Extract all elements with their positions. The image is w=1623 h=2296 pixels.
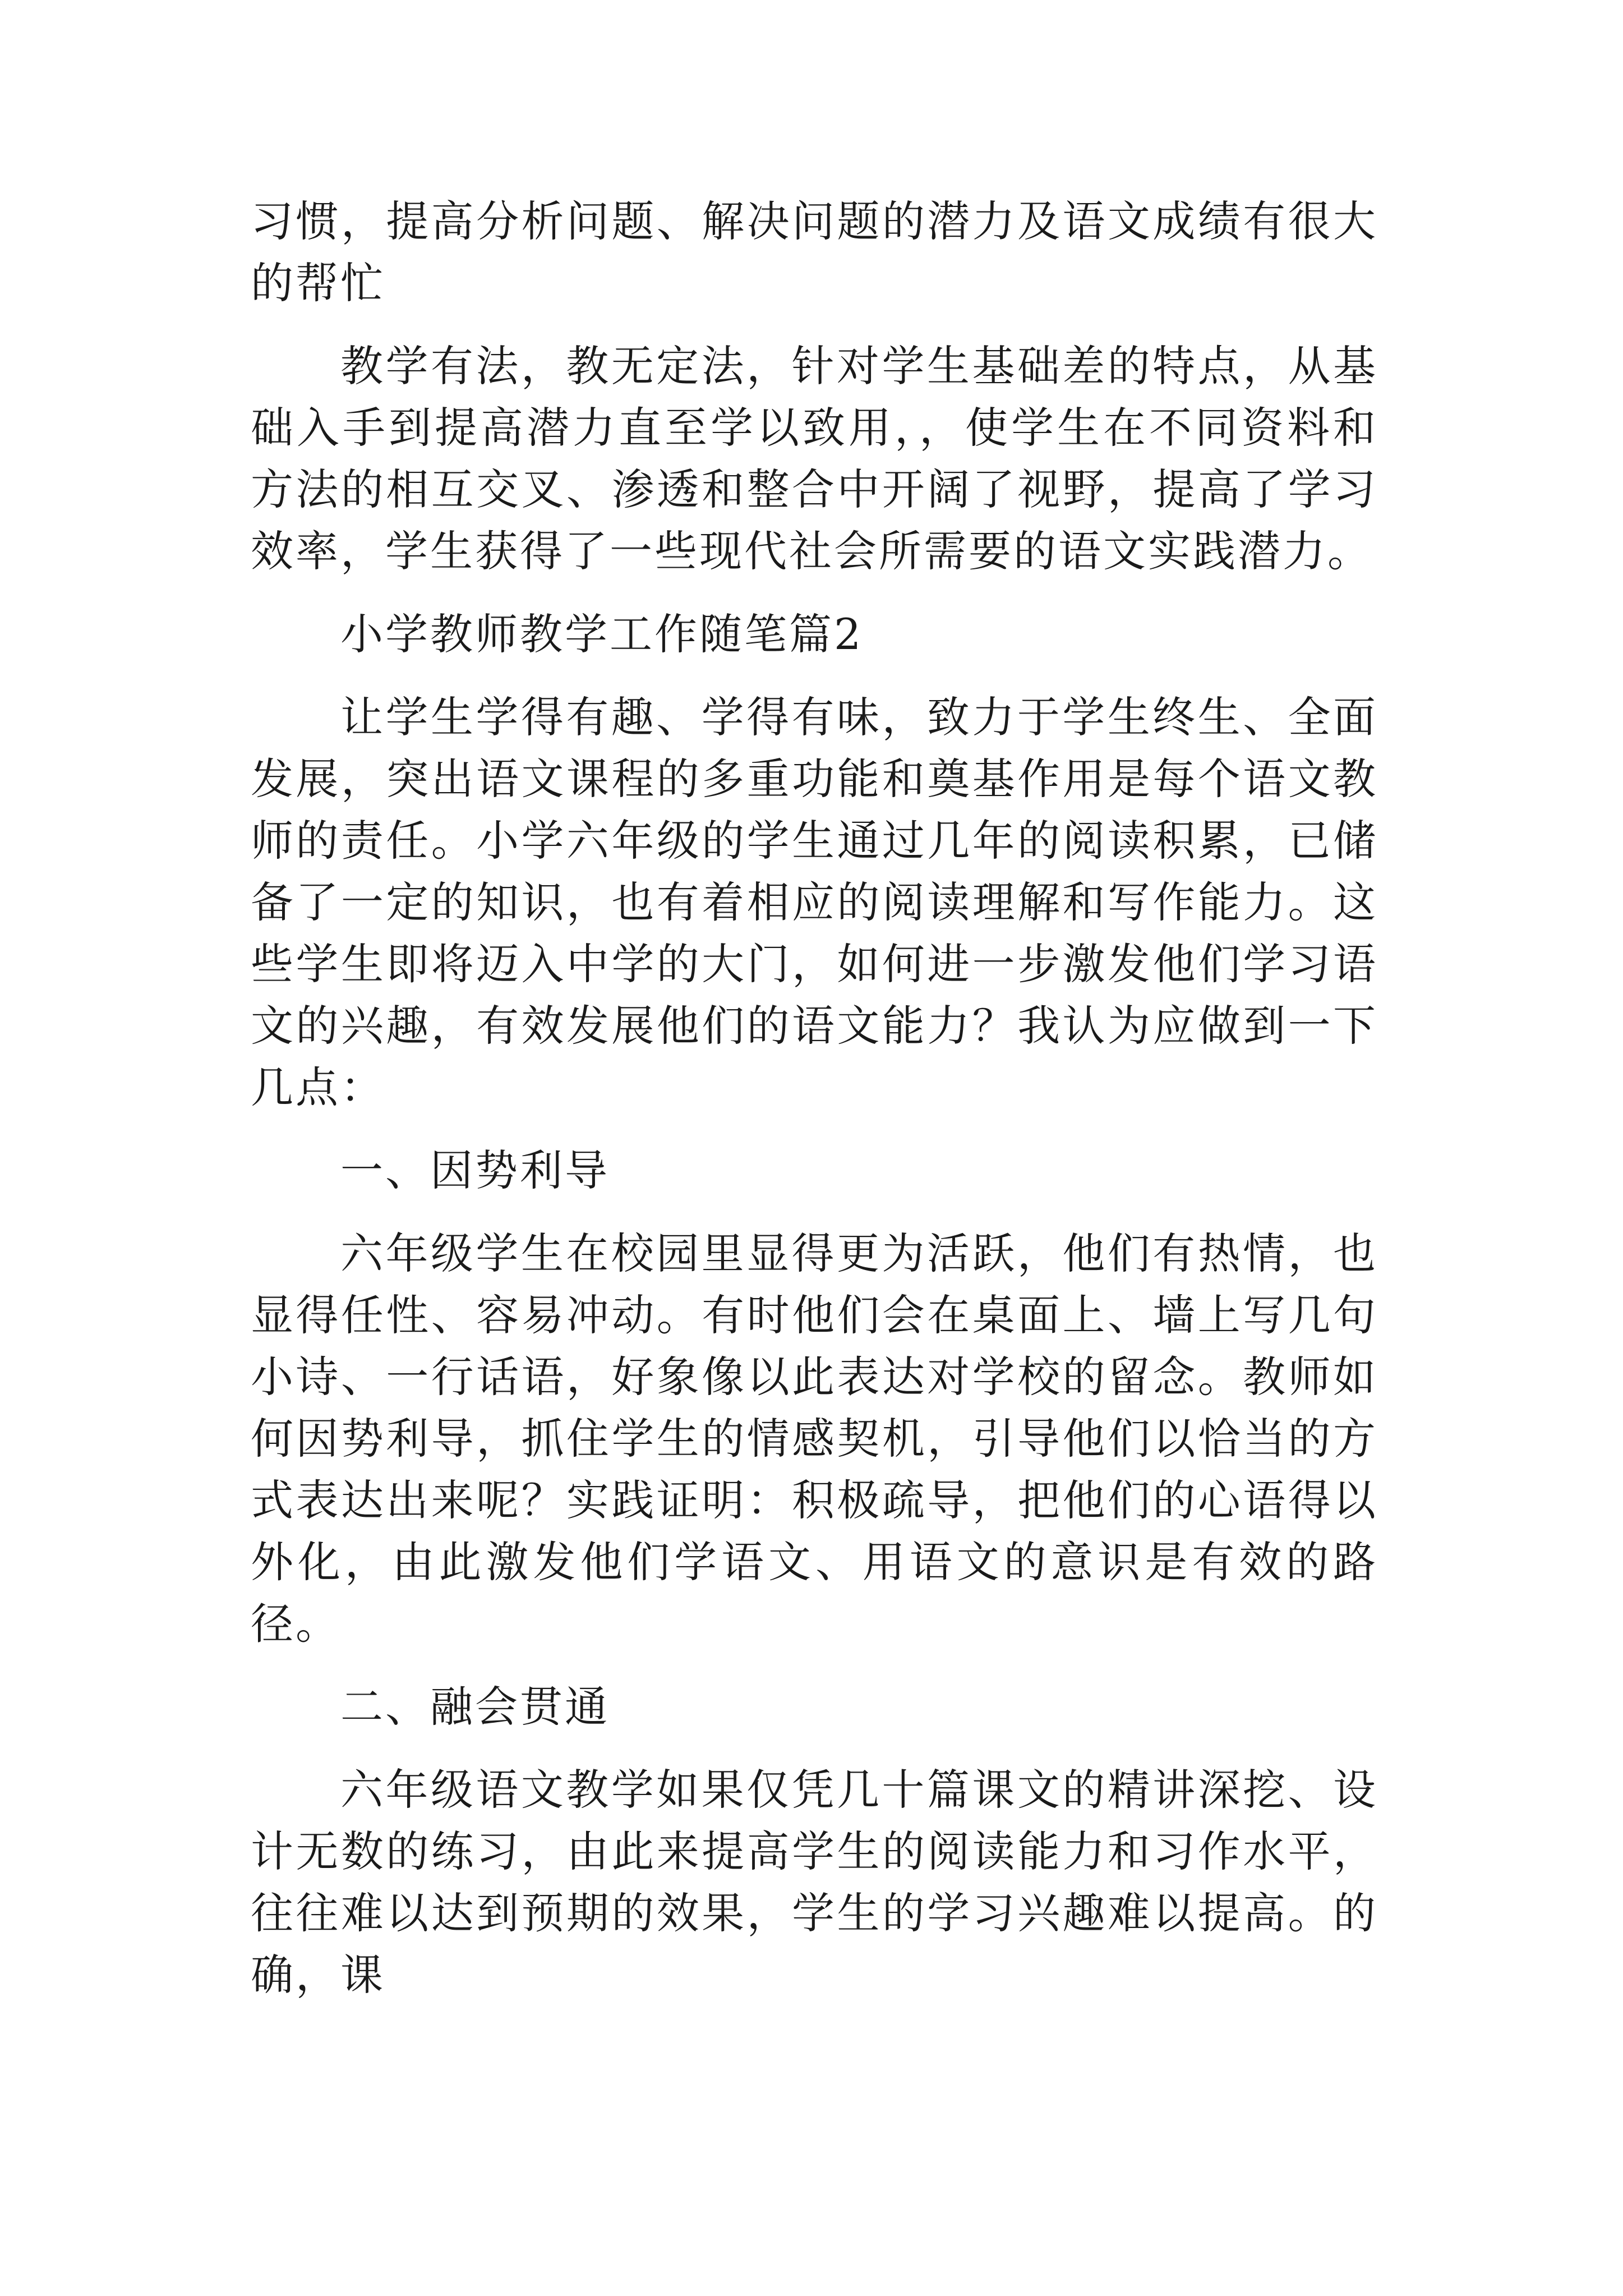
subheading-one: 一、因势利导 (340, 1145, 610, 1195)
paragraph-teaching-method: 教学有法，教无定法，针对学生基础差的特点，从基础入手到提高潜力直至学以致用，，使学生在不同资料和方法的相互交叉、渗透和整合中开阔了视野，提高了学习效率，学生获得了一些现代社会所需要的语文实践潜力。 (251, 341, 1378, 576)
section-heading-essay-2: 小学教师教学工作随笔篇2 (340, 609, 864, 659)
paragraph-continuation: 习惯，提高分析问题、解决问题的潜力及语文成绩有很大的帮忙 (251, 196, 1378, 308)
document-body (251, 191, 1378, 2006)
paragraph-section-two: 六年级语文教学如果仅凭几十篇课文的精讲深挖、设计无数的练习，由此来提高学生的阅读能力和习作水平，往往难以达到预期的效果，学生的学习兴趣难以提高。的确，课 (251, 1765, 1378, 2000)
paragraph-intro: 让学生学得有趣、学得有味，致力于学生终生、全面发展，突出语文课程的多重功能和奠基作用是每个语文教师的责任。小学六年级的学生通过几年的阅读积累，已储备了一定的知识，也有着相应的阅读理解和写作能力。这些学生即将迈入中学的大门，如何进一步激发他们学习语文的兴趣，有效发展他们的语文能力？我认为应做到一下几点： (251, 692, 1378, 1112)
subheading-two: 二、融会贯通 (340, 1682, 610, 1732)
paragraph-section-one: 六年级学生在校园里显得更为活跃，他们有热情，也显得任性、容易冲动。有时他们会在桌面上、墙上写几句小诗、一行话语，好象像以此表达对学校的留念。教师如何因势利导，抓住学生的情感契机，引导他们以恰当的方式表达出来呢？实践证明：积极疏导，把他们的心语得以外化，由此激发他们学语文、用语文的意识是有效的路径。 (251, 1228, 1378, 1649)
